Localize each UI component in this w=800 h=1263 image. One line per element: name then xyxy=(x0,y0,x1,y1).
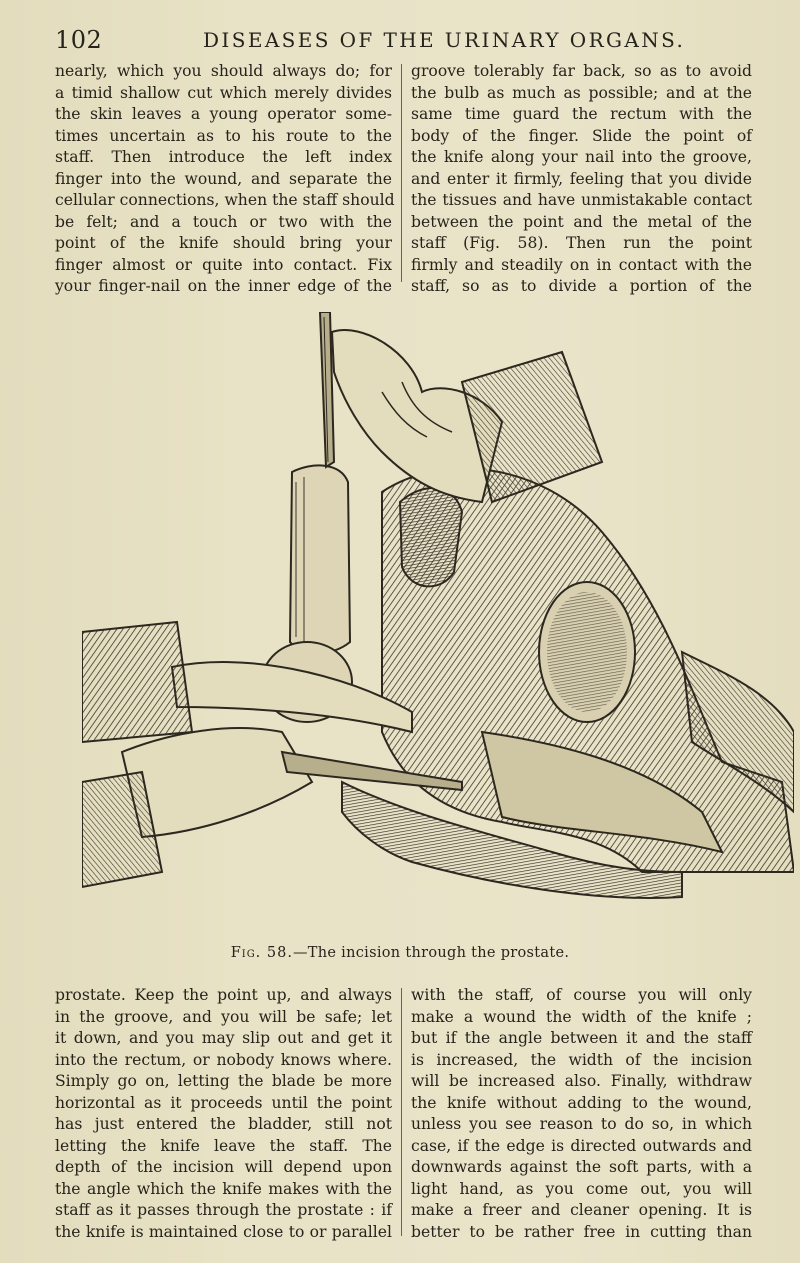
left-sleeve xyxy=(82,622,192,742)
text-line: point of the knife should bring your xyxy=(55,234,392,252)
text-line: staff (Fig. 58). Then run the point xyxy=(411,234,752,252)
page-header xyxy=(55,26,755,60)
text-line: staff. Then introduce the left index xyxy=(55,148,392,166)
left-finger xyxy=(172,662,412,732)
paragraph xyxy=(55,61,395,298)
text-line: nearly, which you should always do; for xyxy=(55,62,392,80)
text-line: between the point and the metal of the xyxy=(411,212,752,231)
paragraph xyxy=(411,985,752,1243)
paragraph xyxy=(411,61,752,298)
text-line: case, if the edge is directed outwards and xyxy=(411,1136,752,1155)
text-line: letting the knife leave the staff. The xyxy=(55,1136,392,1155)
text-line: light hand, as you come out, you will xyxy=(411,1179,752,1198)
text-line: the angle which the knife makes with the xyxy=(55,1179,392,1198)
running-title: DISEASES OF THE URINARY ORGANS. xyxy=(203,28,686,52)
text-line: cellular connections, when the staff should xyxy=(55,191,395,209)
text-line: with the staff, of course you will only xyxy=(411,986,752,1004)
text-line: the bulb as much as possible; and at the xyxy=(411,83,752,102)
figure-58-illustration xyxy=(82,312,794,934)
text-line: the knife along your nail into the groove, xyxy=(411,148,752,166)
text-column-bottom-right xyxy=(411,985,752,1243)
text-line: has just entered the bladder, still not xyxy=(55,1115,392,1133)
text-line: staff as it passes through the prostate : if xyxy=(55,1201,392,1219)
text-line: be felt; and a touch or two with the xyxy=(55,212,392,231)
text-line: finger almost or quite into contact. Fix xyxy=(55,255,392,274)
text-line: make a freer and cleaner opening. It is xyxy=(411,1201,752,1219)
text-line: better to be rather free in cutting than xyxy=(411,1222,752,1241)
page-number: 102 xyxy=(55,26,103,54)
text-line: the knife without adding to the wound, xyxy=(411,1093,752,1112)
text-line: it down, and you may slip out and get it xyxy=(55,1029,392,1047)
text-line: a timid shallow cut which merely divides xyxy=(55,83,392,102)
text-line: same time guard the rectum with the xyxy=(411,105,752,123)
text-line: firmly and steadily on in contact with the xyxy=(411,255,752,274)
text-line: is increased, the width of the incision xyxy=(411,1050,752,1069)
text-line: unless you see reason to do so, in which xyxy=(411,1115,752,1133)
figure-caption xyxy=(0,945,800,961)
text-line: will be increased also. Finally, withdraw xyxy=(411,1072,752,1090)
text-line: times uncertain as to his route to the xyxy=(55,126,392,145)
text-line: the skin leaves a young operator some- xyxy=(55,105,392,123)
text-line: downwards against the soft parts, with a xyxy=(411,1158,752,1176)
text-line: into the rectum, or nobody knows where. xyxy=(55,1050,392,1069)
text-line: groove tolerably far back, so as to avoid xyxy=(411,62,752,80)
text-line: depth of the incision will depend upon xyxy=(55,1158,392,1176)
pubic-bone xyxy=(400,488,462,586)
text-line: your finger-nail on the inner edge of the xyxy=(55,277,392,295)
text-line: prostate. Keep the point up, and always xyxy=(55,986,392,1004)
text-column-top-right xyxy=(411,61,752,298)
text-line: Simply go on, letting the blade be more xyxy=(55,1072,392,1090)
text-line: but if the angle between it and the staff xyxy=(411,1029,752,1047)
paragraph xyxy=(55,985,392,1243)
text-line: body of the finger. Slide the point of xyxy=(411,126,752,145)
text-line: the knife is maintained close to or parallel xyxy=(55,1222,392,1241)
figure-caption-text: —The incision through the prostate. xyxy=(292,945,570,961)
text-line: make a wound the width of the knife ; xyxy=(411,1007,752,1026)
text-column-top-left xyxy=(55,61,395,298)
text-column-bottom-left xyxy=(55,985,392,1243)
text-line: and enter it firmly, feeling that you divide xyxy=(411,169,752,188)
text-line: staff, so as to divide a portion of the xyxy=(411,277,752,295)
figure-label: Fig. 58. xyxy=(230,945,293,961)
anatomical-engraving xyxy=(82,312,794,934)
penis xyxy=(290,465,350,653)
text-line: the tissues and have unmistakable contact xyxy=(411,191,752,209)
text-line: in the groove, and you will be safe; let xyxy=(55,1007,392,1026)
text-line: finger into the wound, and separate the xyxy=(55,169,392,188)
column-rule-bottom xyxy=(401,988,402,1236)
column-rule-top xyxy=(401,64,402,282)
text-line: horizontal as it proceeds until the point xyxy=(55,1093,392,1112)
